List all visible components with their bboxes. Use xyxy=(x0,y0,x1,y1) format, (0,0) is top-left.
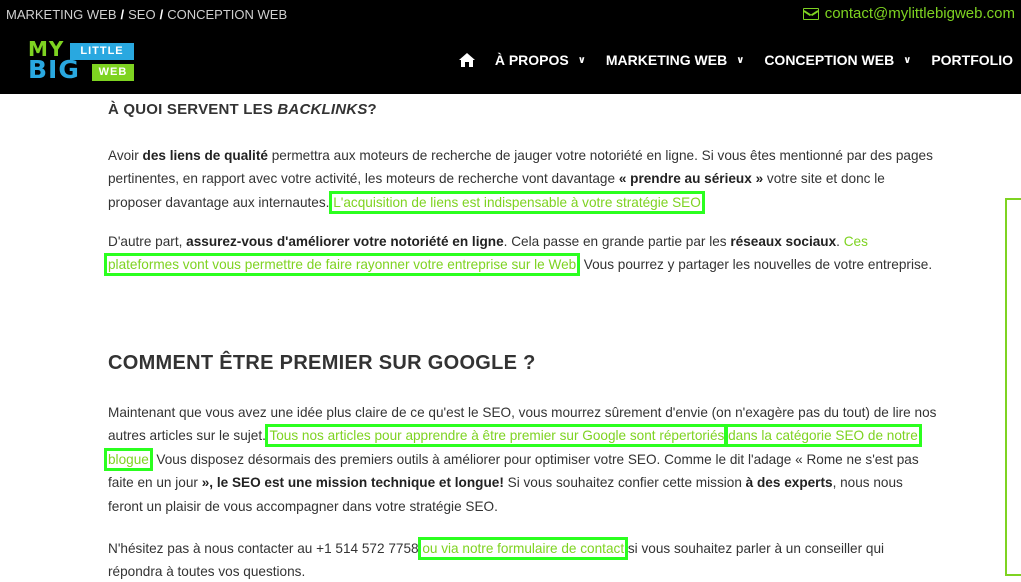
nav-item-a-propos[interactable] xyxy=(495,52,586,68)
top-bar xyxy=(0,0,1021,33)
link-formulaire-contact[interactable]: ou via notre formulaire de contact xyxy=(422,541,625,556)
site-logo[interactable] xyxy=(28,39,136,87)
link-articles-premier-google[interactable]: Tous nos articles pour apprendre à être premier sur Google sont répertoriés xyxy=(269,428,725,444)
link-plateformes-rayonner[interactable]: plateformes vont vous permettre de faire rayonner votre entreprise sur le Web xyxy=(108,257,577,273)
contact-email-text: contact@mylittlebigweb.com xyxy=(824,5,1015,22)
paragraph-google-1: Maintenant que vous avez une idée plus claire de ce qu'est le SEO, vous mourrez sûrement d'envie (on n'exagère pas du tout) de lire nos autres articles sur le sujet. Tous nos articles pour apprendre à être premier sur Google sont répertoriés dans la catégorie SEO de notre blogue. Vous disposez désormais des premiers outils à améliorer pour optimiser votre SEO. Comme le dit l'adage « Rome ne s'est pas faite en un jour », le SEO est une mission technique et longue! Si vous souhaitez confier cette mission à des experts, nous nous feront un plaisir de vous accompagner dans votre stratégie SEO. xyxy=(108,405,937,514)
logo-big: BIG xyxy=(28,55,80,84)
logo-little: LITTLE xyxy=(70,43,134,60)
contact-email-link[interactable] xyxy=(803,5,1015,22)
chevron-down-icon: ∨ xyxy=(577,54,586,66)
logo-web: WEB xyxy=(92,64,134,81)
paragraph-backlinks-2: D'autre part, assurez-vous d'améliorer votre notoriété en ligne. Cela passe en grande partie par les réseaux sociaux. Ces plateformes vont vous permettre de faire rayonner votre entreprise sur le Web. Vous pourrez y partager les nouvelles de votre entreprise. xyxy=(108,234,933,273)
nav-item-marketing-web[interactable] xyxy=(606,52,744,68)
breadcrumb-seo[interactable]: SEO xyxy=(128,7,156,22)
nav-item-label: PORTFOLIO xyxy=(931,52,1013,68)
link-reseaux-sociaux-start[interactable]: Ces xyxy=(843,234,868,249)
section-heading-backlinks: À QUOI SERVENT LES BACKLINKS? xyxy=(108,101,377,118)
link-categorie-seo-blogue[interactable]: dans la catégorie SEO de notre blogue xyxy=(108,428,918,467)
nav-item-conception-web[interactable] xyxy=(764,52,911,68)
chevron-down-icon: ∨ xyxy=(736,54,745,66)
nav-item-portfolio[interactable] xyxy=(931,52,1013,68)
breadcrumb-separator: / xyxy=(159,7,164,22)
breadcrumb-marketing-web[interactable]: MARKETING WEB xyxy=(6,7,117,22)
sidebar-frame xyxy=(1005,198,1021,576)
paragraph-google-2: N'hésitez pas à nous contacter au +1 514 572 7758 ou via notre formulaire de contact si vous souhaitez parler à un conseiller qui répondra à toutes vos questions. xyxy=(108,541,885,580)
nav-item-label: CONCEPTION WEB xyxy=(764,52,895,68)
chevron-down-icon: ∨ xyxy=(903,54,912,66)
main-navbar xyxy=(0,33,1021,94)
section-heading-premier-google: COMMENT ÊTRE PREMIER SUR GOOGLE ? xyxy=(108,352,536,374)
breadcrumb-conception-web[interactable]: CONCEPTION WEB xyxy=(167,7,288,22)
nav-home[interactable] xyxy=(459,53,475,67)
paragraph-backlinks-1: Avoir des liens de qualité permettra aux moteurs de recherche de jauger votre notoriété en ligne. Si vous êtes mentionné par des pages pertinentes, en rapport avec votre activité, les moteurs de recherche vont davantage « prendre au sérieux » votre site et donc le proposer davantage aux internautes. L'acquisition de liens est indispensable à votre stratégie SEO. xyxy=(108,148,933,210)
logo-my: MY xyxy=(28,37,65,61)
nav-item-label: À PROPOS xyxy=(494,52,569,68)
mail-icon xyxy=(803,8,819,20)
nav-menu xyxy=(439,52,1013,68)
home-icon xyxy=(459,53,475,67)
breadcrumb xyxy=(6,7,287,22)
nav-item-label: MARKETING WEB xyxy=(605,52,728,68)
link-acquisition-liens[interactable]: L'acquisition de liens est indispensable à votre stratégie SEO xyxy=(333,194,701,210)
article-content xyxy=(0,94,1021,582)
breadcrumb-separator: / xyxy=(120,7,125,22)
